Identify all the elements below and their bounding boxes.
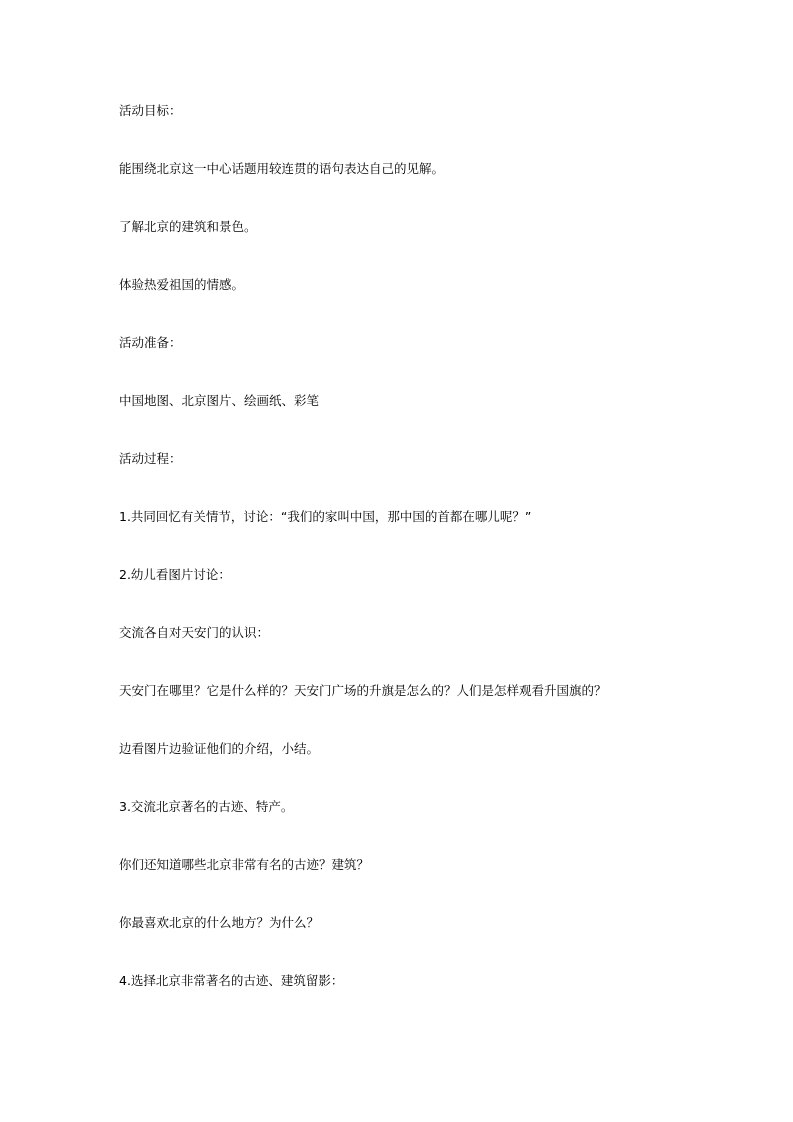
heading-activity-process: 活动过程： [119, 451, 182, 466]
step-2-summary: 边看图片边验证他们的介绍，小结。 [119, 741, 320, 756]
step-2-discussion: 交流各自对天安门的认识： [119, 625, 270, 640]
process-step-3: 3.交流北京著名的古迹、特产。 [119, 799, 294, 814]
heading-activity-goals: 活动目标： [119, 103, 182, 118]
preparation-materials: 中国地图、北京图片、绘画纸、彩笔 [119, 393, 320, 408]
process-step-1: 1.共同回忆有关情节，讨论：“我们的家叫中国，那中国的首都在哪儿呢？” [119, 509, 532, 524]
process-step-2: 2.幼儿看图片讨论： [119, 567, 231, 582]
heading-activity-preparation: 活动准备： [119, 335, 182, 350]
step-3-question-favorite: 你最喜欢北京的什么地方？为什么？ [119, 915, 320, 930]
goal-item-expression: 能围绕北京这一中心话题用较连贯的语句表达自己的见解。 [119, 161, 445, 176]
step-2-questions: 天安门在哪里？它是什么样的？天安门广场的升旗是怎么的？人们是怎样观看升国旗的？ [119, 683, 607, 698]
goal-item-patriotism: 体验热爱祖国的情感。 [119, 277, 245, 292]
step-3-question-sites: 你们还知道哪些北京非常有名的古迹？建筑？ [119, 857, 370, 872]
goal-item-architecture: 了解北京的建筑和景色。 [119, 219, 257, 234]
process-step-4: 4.选择北京非常著名的古迹、建筑留影： [119, 973, 344, 988]
